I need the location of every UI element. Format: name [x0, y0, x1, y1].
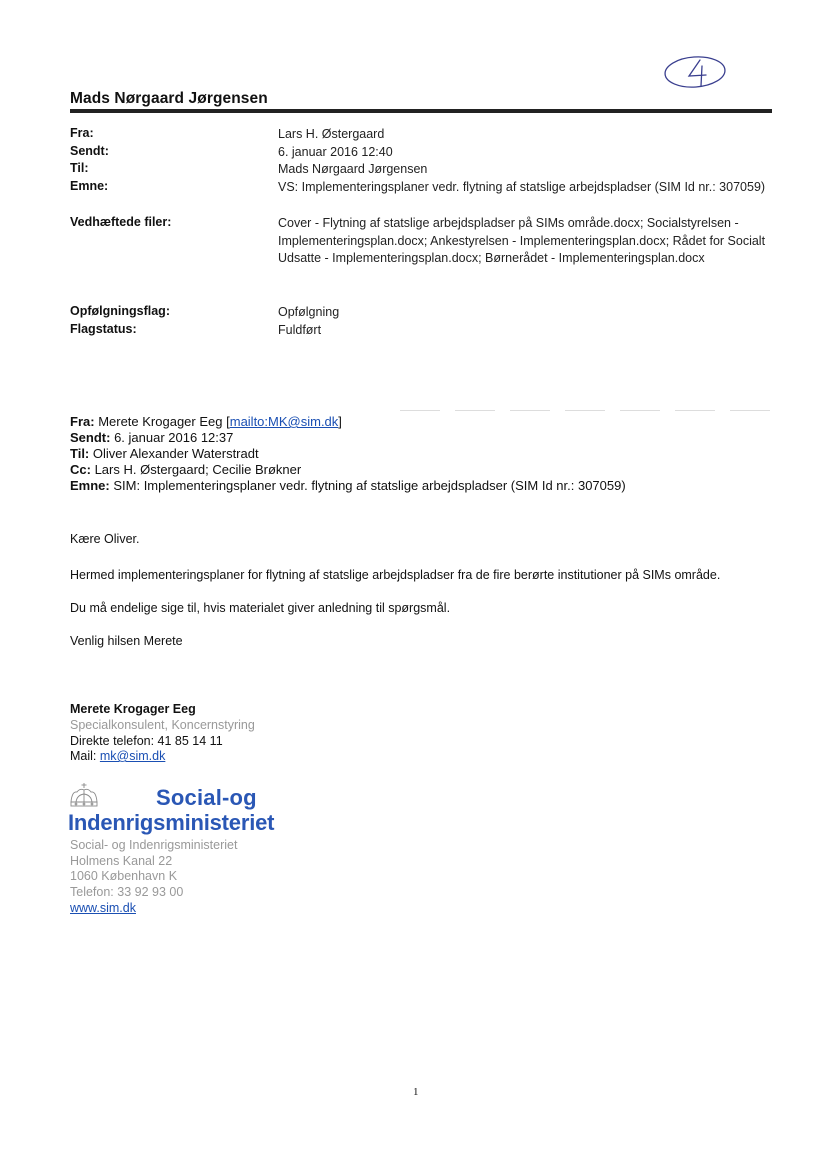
- attachments-list: Cover - Flytning af statslige arbejdspladser på SIMs område.docx; Socialstyrelsen - Implementeringsplan.docx; Ankestyrelsen - Implementeringsplan.docx; Rådet for Socialt Udsatte - Implementeringsplan.docx; Børnerådet - Implementeringsplan.docx: [278, 216, 766, 265]
- fwd-cc-value: Lars H. Østergaard; Cecilie Brøkner: [94, 462, 302, 477]
- signature-phone: Direkte telefon: 41 85 14 11: [70, 734, 223, 748]
- mailto-bracket-close: ]: [338, 414, 342, 429]
- handwritten-page-stamp: [662, 54, 728, 90]
- body-greeting: Kære Oliver.: [70, 532, 140, 546]
- website-link[interactable]: www.sim.dk: [70, 901, 136, 915]
- ministry-logo: [68, 782, 275, 838]
- fwd-from-line: [70, 414, 626, 430]
- meta-label: Fra:: [70, 126, 94, 140]
- meta-value: VS: Implementeringsplaner vedr. flytning af statslige arbejdspladser (SIM Id nr.: 307059): [278, 179, 766, 194]
- fwd-subject-line: [70, 478, 626, 494]
- meta-value: Lars H. Østergaard: [278, 127, 385, 141]
- fwd-subject-value: SIM: Implementeringsplaner vedr. flytning af statslige arbejdspladser (SIM Id nr.: 307059): [113, 478, 626, 493]
- meta-label: Emne:: [70, 178, 109, 193]
- fwd-sent-value: 6. januar 2016 12:37: [114, 430, 234, 445]
- body-paragraph-1: Hermed implementeringsplaner for flytning af statslige arbejdspladser fra de fire berørte institutioner på SIMs område.: [70, 568, 721, 582]
- logo-text-line-2: Indenrigsministeriet: [68, 810, 275, 835]
- page-number: 1: [413, 1086, 419, 1098]
- logo-text-line-1: Social-og: [156, 785, 257, 810]
- forwarded-header: [70, 414, 626, 494]
- mailbox-owner-name: Mads Nørgaard Jørgensen: [70, 90, 268, 107]
- organization-address: [70, 838, 237, 900]
- scan-artifact-divider: [400, 410, 770, 411]
- signature-name: Merete Krogager Eeg: [70, 702, 196, 716]
- meta-label: Sendt:: [70, 143, 109, 158]
- signature-mail: [70, 749, 165, 763]
- signature-mail-label: Mail:: [70, 749, 97, 763]
- fwd-from-value: Merete Krogager Eeg: [98, 414, 223, 429]
- meta-value: 6. januar 2016 12:40: [278, 144, 393, 159]
- fwd-label: Til:: [70, 446, 90, 461]
- organization-website: [70, 901, 136, 915]
- address-phone: Telefon: 33 92 93 00: [70, 884, 184, 899]
- address-street: Holmens Kanal 22: [70, 853, 173, 868]
- header-divider: [70, 109, 772, 113]
- body-paragraph-2: Du må endelige sige til, hvis materialet giver anledning til spørgsmål.: [70, 601, 451, 615]
- signature-title: Specialkonsulent, Koncernstyring: [70, 718, 255, 732]
- meta-value: Fuldført: [278, 322, 322, 337]
- fwd-to-value: Oliver Alexander Waterstradt: [92, 446, 259, 461]
- fwd-label: Sendt:: [70, 430, 111, 445]
- meta-value: Opfølgning: [278, 305, 340, 319]
- mailto-link[interactable]: mailto:MK@sim.dk: [229, 414, 339, 429]
- fwd-cc-line: [70, 462, 626, 478]
- fwd-sent-line: [70, 430, 626, 446]
- crown-icon: [68, 782, 100, 810]
- body-closing: Venlig hilsen Merete: [70, 634, 183, 648]
- meta-label: Flagstatus:: [70, 321, 137, 336]
- meta-label: Til:: [70, 161, 89, 175]
- meta-label: Vedhæftede filer:: [70, 215, 172, 229]
- mailto-bracket-open: [: [226, 414, 230, 429]
- circled-number-stamp: [662, 54, 728, 90]
- meta-label: Opfølgningsflag:: [70, 304, 170, 318]
- address-org: Social- og Indenrigsministeriet: [70, 838, 238, 852]
- address-city: 1060 København K: [70, 869, 178, 883]
- fwd-to-line: [70, 446, 626, 462]
- fwd-label: Fra:: [70, 414, 95, 429]
- fwd-label: Emne:: [70, 478, 110, 493]
- signature-mail-link[interactable]: mk@sim.dk: [99, 749, 166, 763]
- meta-value: Mads Nørgaard Jørgensen: [278, 162, 428, 176]
- fwd-label: Cc:: [70, 462, 91, 477]
